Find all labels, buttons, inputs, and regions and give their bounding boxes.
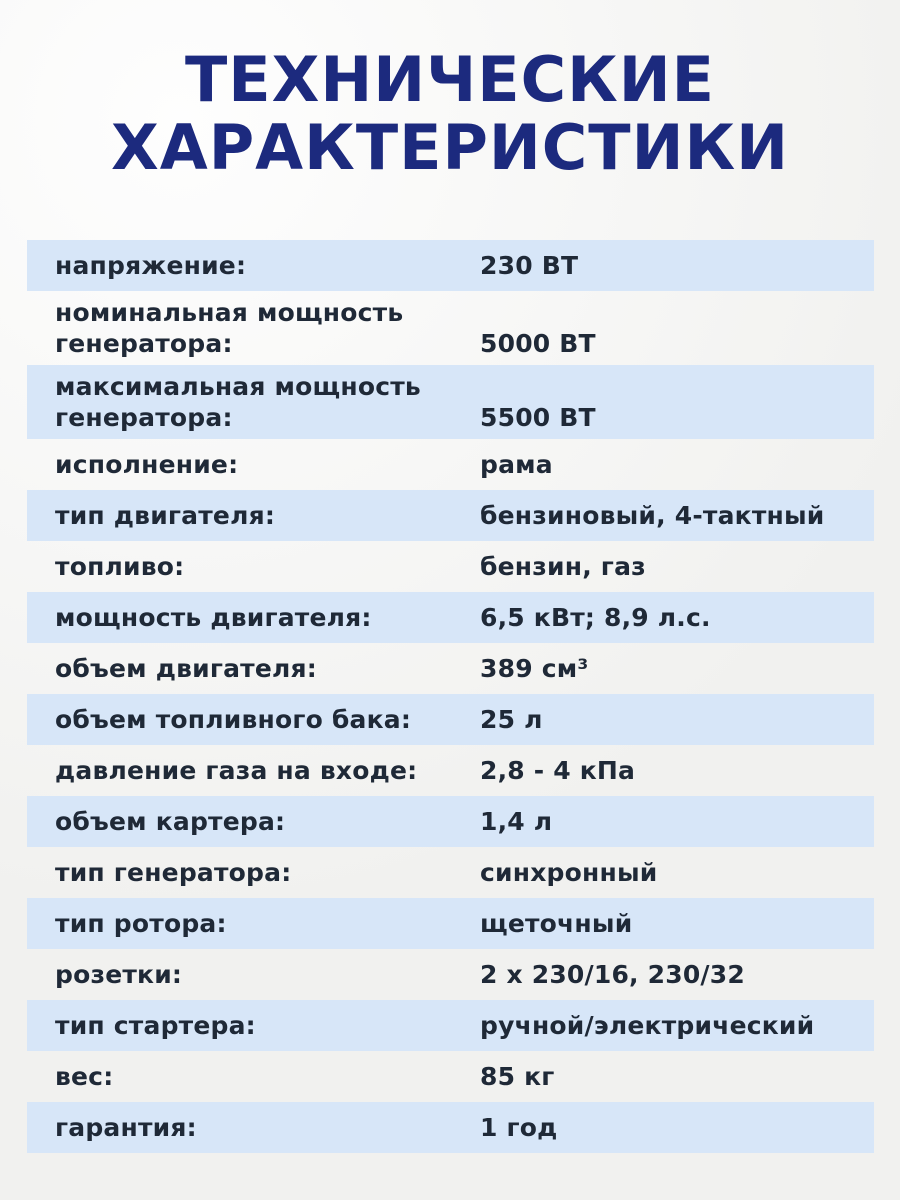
spec-value: щеточный: [480, 909, 633, 938]
spec-label: тип генератора:: [55, 858, 292, 887]
spec-row: [27, 439, 874, 490]
spec-label: розетки:: [55, 960, 183, 989]
spec-value: 1 год: [480, 1113, 558, 1142]
spec-label: напряжение:: [55, 251, 247, 280]
spec-label: гарантия:: [55, 1113, 197, 1142]
spec-value: 230 ВТ: [480, 251, 579, 280]
spec-label: вес:: [55, 1062, 114, 1091]
spec-row: [27, 1051, 874, 1102]
specs-table: [27, 240, 874, 1153]
spec-label: тип стартера:: [55, 1011, 256, 1040]
spec-row: [27, 694, 874, 745]
title-line-2: ХАРАКТЕРИСТИКИ: [110, 111, 790, 184]
spec-row: [27, 898, 874, 949]
spec-row: [27, 1000, 874, 1051]
spec-value: рама: [480, 450, 553, 479]
spec-value: бензин, газ: [480, 552, 646, 581]
spec-row: [27, 541, 874, 592]
spec-label: объем картера:: [55, 807, 286, 836]
spec-label: топливо:: [55, 552, 185, 581]
page-title: [0, 43, 900, 184]
spec-value: 6,5 кВт; 8,9 л.с.: [480, 603, 711, 632]
spec-row: [27, 796, 874, 847]
spec-row: [27, 847, 874, 898]
spec-row: [27, 291, 874, 365]
title-line-1: ТЕХНИЧЕСКИЕ: [184, 43, 716, 116]
spec-value: 5000 ВТ: [480, 329, 596, 358]
spec-value: 1,4 л: [480, 807, 553, 836]
spec-row: [27, 490, 874, 541]
spec-value: 389 см³: [480, 654, 589, 683]
spec-row: [27, 745, 874, 796]
spec-value: ручной/электрический: [480, 1011, 815, 1040]
spec-label: объем топливного бака:: [55, 705, 412, 734]
spec-label: тип ротора:: [55, 909, 227, 938]
spec-label: тип двигателя:: [55, 501, 276, 530]
spec-label: исполнение:: [55, 450, 239, 479]
spec-row: [27, 365, 874, 439]
spec-row: [27, 592, 874, 643]
spec-label: номинальная мощность генератора:: [55, 298, 404, 358]
spec-row: [27, 1102, 874, 1153]
spec-row: [27, 949, 874, 1000]
spec-value: 85 кг: [480, 1062, 555, 1091]
spec-row: [27, 643, 874, 694]
spec-value: синхронный: [480, 858, 658, 887]
spec-label: объем двигателя:: [55, 654, 317, 683]
spec-value: 2 х 230/16, 230/32: [480, 960, 745, 989]
spec-value: 5500 ВТ: [480, 403, 596, 432]
spec-label: мощность двигателя:: [55, 603, 372, 632]
spec-value: 25 л: [480, 705, 543, 734]
spec-label: давление газа на входе:: [55, 756, 418, 785]
spec-value: бензиновый, 4-тактный: [480, 501, 825, 530]
spec-row: [27, 240, 874, 291]
spec-value: 2,8 - 4 кПа: [480, 756, 636, 785]
spec-label: максимальная мощность генератора:: [55, 372, 421, 432]
